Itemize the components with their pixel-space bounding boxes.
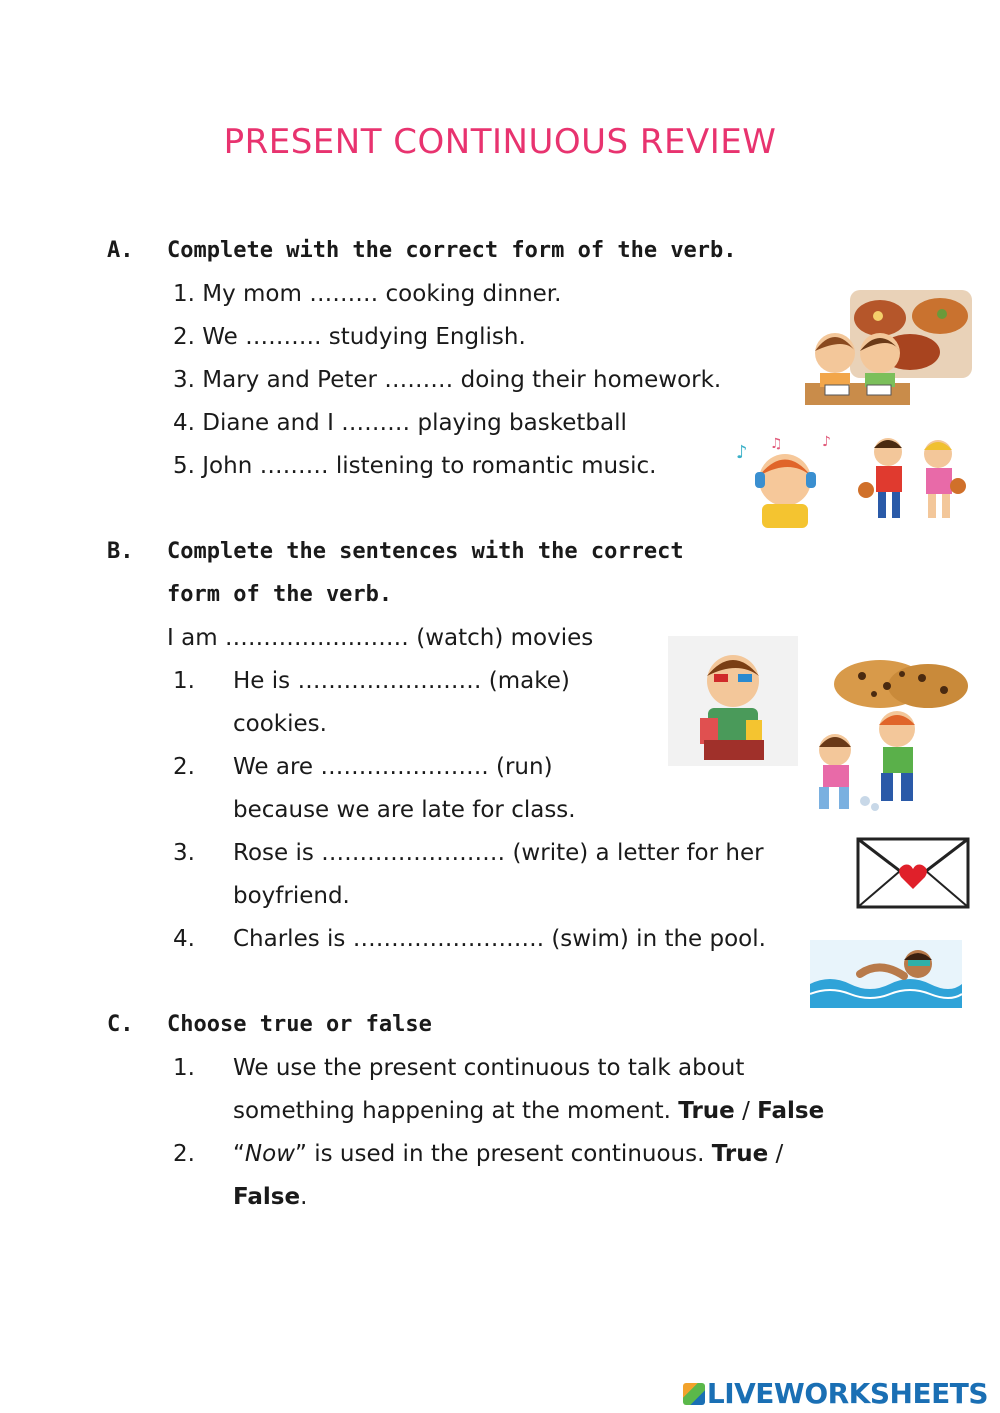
b-item-2-line1: We are …………………. (run) [233, 754, 553, 780]
page-title: PRESENT CONTINUOUS REVIEW [223, 122, 777, 162]
b-item-2-num: 2. [173, 754, 195, 780]
footer-brand: LIVEWORKSHEETS [706, 1377, 988, 1410]
b-item-1-num: 1. [173, 668, 195, 694]
section-b-letter: B. [107, 539, 134, 564]
c-item-2-line2 [233, 1184, 307, 1210]
love-letter-picture [856, 837, 970, 909]
kids-running-picture [805, 705, 935, 817]
c-item-1-false[interactable]: False [757, 1098, 825, 1124]
a-item-2: 2. We ………. studying English. [173, 324, 526, 350]
c-item-2-line1 [233, 1141, 783, 1167]
c-item-2-num: 2. [173, 1141, 195, 1167]
b-item-1-line1: He is …………………… (make) [233, 668, 570, 694]
b-item-4-num: 4. [173, 926, 195, 952]
c-item-2-sep: / [775, 1141, 784, 1167]
section-c-heading: Choose true or false [167, 1012, 432, 1037]
b-item-4-line1: Charles is ……………………. (swim) in the pool. [233, 926, 766, 952]
c-item-2-period: . [300, 1184, 308, 1210]
svg-text:♪: ♪ [822, 434, 831, 450]
section-b-heading-line2: form of the verb. [167, 582, 393, 607]
b-item-3-line1: Rose is …………………… (write) a letter for her [233, 840, 764, 866]
swimmer-picture [810, 940, 962, 1008]
c-item-1-true[interactable]: True [678, 1098, 735, 1124]
cookies-picture [832, 654, 970, 710]
section-a-heading: Complete with the correct form of the verb. [167, 238, 737, 263]
c-item-2-now: Now [244, 1141, 296, 1167]
b-item-3-num: 3. [173, 840, 195, 866]
a-item-3: 3. Mary and Peter ……… doing their homework. [173, 367, 722, 393]
a-item-4: 4. Diane and I ……… playing basketball [173, 410, 627, 436]
c-item-1-line1: We use the present continuous to talk about [233, 1055, 745, 1081]
b-item-1-line2: cookies. [233, 711, 327, 737]
liveworksheets-logo-icon [683, 1383, 705, 1405]
kids-studying-picture [795, 323, 915, 413]
section-c-letter: C. [107, 1012, 134, 1037]
c-item-1-num: 1. [173, 1055, 195, 1081]
svg-text:♫: ♫ [770, 436, 783, 452]
boy-watching-movie-picture [668, 636, 798, 766]
b-example: I am …………………… (watch) movies [167, 625, 594, 651]
basketball-kids-picture [858, 432, 968, 524]
a-item-5: 5. John ……… listening to romantic music. [173, 453, 657, 479]
c-item-1-line2 [233, 1098, 824, 1124]
svg-text:♪: ♪ [736, 442, 748, 463]
a-item-1: 1. My mom ……… cooking dinner. [173, 281, 562, 307]
c-item-2-text: ” is used in the present continuous. [295, 1141, 705, 1167]
c-item-1-sep: / [742, 1098, 750, 1124]
liveworksheets-footer [683, 1377, 988, 1410]
section-a-letter: A. [107, 238, 134, 263]
b-item-3-line2: boyfriend. [233, 883, 350, 909]
c-item-2-quote-open: “ [233, 1141, 245, 1167]
section-b-heading-line1: Complete the sentences with the correct [167, 539, 684, 564]
c-item-2-false[interactable]: False [233, 1184, 301, 1210]
c-item-1-text: something happening at the moment. [233, 1098, 671, 1124]
b-item-2-line2: because we are late for class. [233, 797, 576, 823]
c-item-2-true[interactable]: True [711, 1141, 769, 1167]
music-boy-picture [730, 428, 840, 528]
